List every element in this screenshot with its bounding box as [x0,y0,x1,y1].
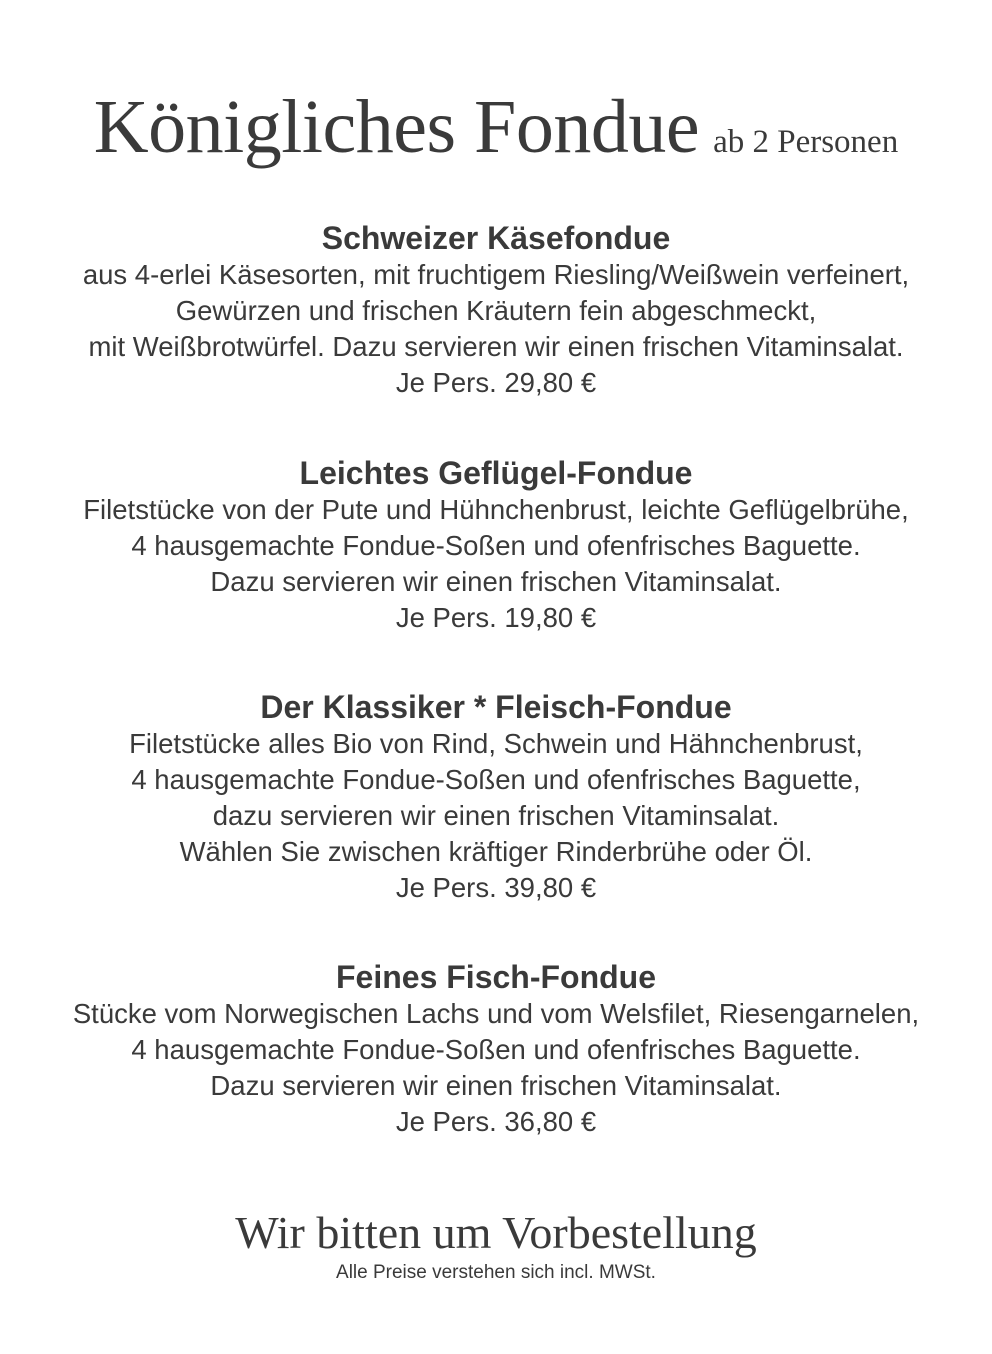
menu-item-description-line: Stücke vom Norwegischen Lachs und vom Welsfilet, Riesengarnelen, [72,998,920,1029]
menu-item-description-line: mit Weißbrotwürfel. Dazu servieren wir einen frischen Vitaminsalat. [88,331,904,362]
menu-item-description-line: Gewürzen und frischen Kräutern fein abgeschmeckt, [175,295,817,326]
page-title: Königliches Fondue [93,85,700,169]
menu-item-price: Je Pers. 19,80 € [395,602,597,633]
menu-item-title: Schweizer Käsefondue [321,220,671,256]
menu-item-description-line: aus 4-erlei Käsesorten, mit fruchtigem Riesling/Weißwein verfeinert, [82,259,910,290]
menu-item-fisch-fondue [0,958,992,1140]
menu-item-price: Je Pers. 39,80 € [395,872,597,903]
menu-item-price: Je Pers. 36,80 € [395,1106,597,1137]
menu-item-description-line: Filetstücke von der Pute und Hühnchenbrust, leichte Geflügelbrühe, [83,494,909,525]
menu-item-title: Leichtes Geflügel-Fondue [299,455,693,491]
menu-item-description-line: Filetstücke alles Bio von Rind, Schwein und Hähnchenbrust, [129,728,863,759]
menu-item-description-line: Dazu servieren wir einen frischen Vitaminsalat. [210,1070,782,1101]
menu-item-description-line: Wählen Sie zwischen kräftiger Rinderbrühe oder Öl. [179,836,813,867]
menu-item-title: Der Klassiker * Fleisch-Fondue [260,689,732,725]
preorder-note: Wir bitten um Vorbestellung [235,1207,757,1258]
menu-item-description-line: 4 hausgemachte Fondue-Soßen und ofenfrisches Baguette. [131,1034,861,1065]
tax-note: Alle Preise verstehen sich incl. MWSt. [336,1262,656,1283]
menu-item-price: Je Pers. 29,80 € [395,367,597,398]
menu-item-description-line: dazu servieren wir einen frischen Vitaminsalat. [212,800,780,831]
menu-header [0,82,992,172]
menu-item-description-line: 4 hausgemachte Fondue-Soßen und ofenfrisches Baguette. [131,530,861,561]
menu-item-kaesefondue [0,219,992,401]
menu-item-title: Feines Fisch-Fondue [335,959,657,995]
menu-item-description-line: Dazu servieren wir einen frischen Vitaminsalat. [210,566,782,597]
menu-footer [0,1204,992,1284]
menu-item-gefluegel-fondue [0,454,992,636]
menu-item-fleisch-fondue [0,688,992,906]
page-subtitle: ab 2 Personen [713,124,899,160]
menu-item-description-line: 4 hausgemachte Fondue-Soßen und ofenfrisches Baguette, [131,764,861,795]
